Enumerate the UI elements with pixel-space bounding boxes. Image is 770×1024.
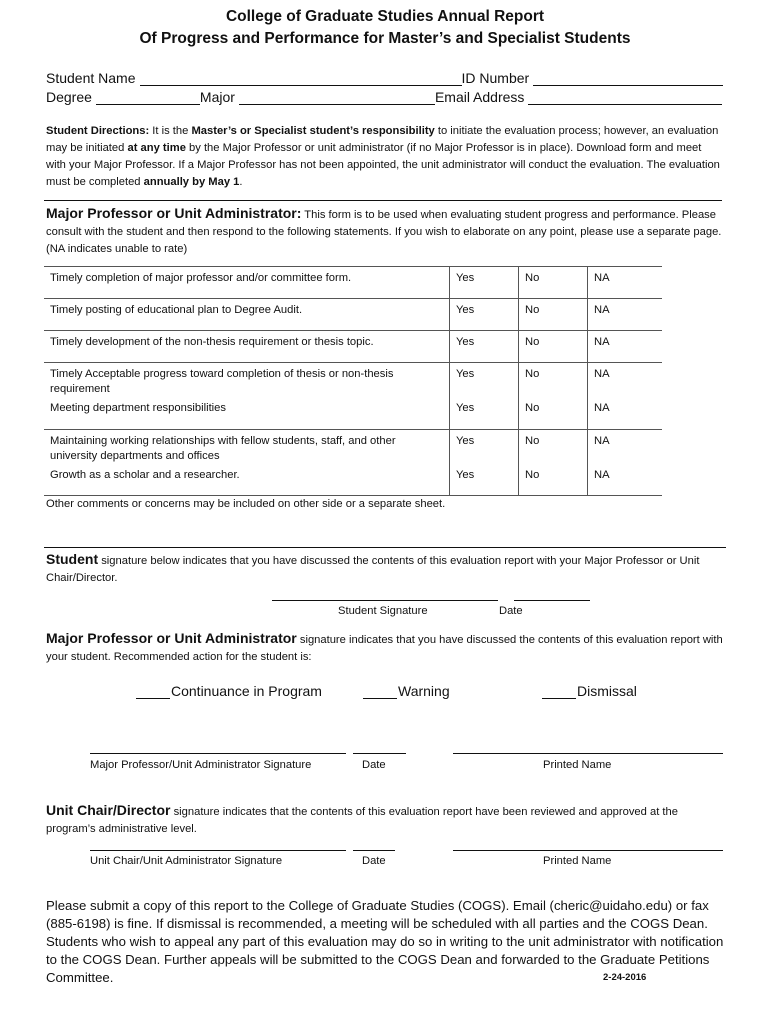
student-signature-line[interactable] <box>272 600 498 601</box>
degree-field[interactable] <box>96 91 200 105</box>
yes-option[interactable]: Yes <box>450 299 519 331</box>
professor-printed-name-line[interactable] <box>453 753 723 754</box>
professor-printed-name-label: Printed Name <box>543 759 612 771</box>
student-name-field[interactable] <box>140 72 462 86</box>
no-option[interactable]: No <box>519 267 588 299</box>
student-name-label: Student Name <box>46 70 136 86</box>
submission-instructions: Please submit a copy of this report to the College of Graduate Studies (COGS). Email (cheric@uidaho.edu) or fax (885-6198) is fine. If dismissal is recommended, a meeting will be scheduled with all parties and the COGS Dean. Students who wish to appeal any part of this evaluation may do so in writing to the unit administrator with notification to the COGS Dean. Further appeals will be submitted to the COGS Dean and forwarded to the Graduate Petitions Committee. <box>46 898 724 985</box>
form-title: College of Graduate Studies Annual Report <box>225 8 545 25</box>
directions-label: Student Directions: <box>46 125 150 137</box>
degree-label: Degree <box>46 89 92 105</box>
id-number-field[interactable] <box>533 72 723 86</box>
yes-option[interactable]: Yes <box>450 464 519 496</box>
professor-heading: Major Professor or Unit Administrator <box>46 630 297 646</box>
professor-date-line[interactable] <box>353 753 406 754</box>
evaluation-statement: Timely posting of educational plan to Degree Audit. <box>44 299 450 331</box>
na-option[interactable]: NA <box>588 363 663 398</box>
na-option[interactable]: NA <box>588 267 663 299</box>
major-field[interactable] <box>239 91 435 105</box>
evaluation-row <box>44 397 662 429</box>
yes-option[interactable]: Yes <box>450 363 519 398</box>
evaluation-row <box>44 363 662 398</box>
evaluation-statement: Timely completion of major professor and/or committee form. <box>44 267 450 299</box>
yes-option[interactable]: Yes <box>450 429 519 464</box>
professor-signature-line[interactable] <box>90 753 346 754</box>
chair-date-line[interactable] <box>353 850 395 851</box>
evaluation-row <box>44 331 662 363</box>
student-date-line[interactable] <box>514 600 590 601</box>
na-option[interactable]: NA <box>588 464 663 496</box>
action-warning[interactable]: Warning <box>363 683 450 699</box>
dismissal-blank[interactable] <box>542 685 576 699</box>
continuance-blank[interactable] <box>136 685 170 699</box>
student-heading: Student <box>46 551 99 567</box>
evaluation-statement: Maintaining working relationships with fellow students, staff, and other university departments and offices <box>44 429 450 464</box>
major-label: Major <box>199 89 235 105</box>
no-option[interactable]: No <box>519 331 588 363</box>
professor-signature-label: Major Professor/Unit Administrator Signature <box>90 759 312 771</box>
major-professor-heading: Major Professor or Unit Administrator: <box>46 205 302 221</box>
no-option[interactable]: No <box>519 429 588 464</box>
evaluation-row <box>44 299 662 331</box>
email-label: Email Address <box>434 89 525 105</box>
id-number-label: ID Number <box>461 70 530 86</box>
evaluation-table <box>44 266 662 496</box>
no-option[interactable]: No <box>519 397 588 429</box>
comments-note: Other comments or concerns may be included on other side or a separate sheet. <box>46 498 446 510</box>
warning-blank[interactable] <box>363 685 397 699</box>
evaluation-statement: Timely Acceptable progress toward completion of thesis or non-thesis requirement <box>44 363 450 398</box>
evaluation-row <box>44 464 662 496</box>
na-option[interactable]: NA <box>588 331 663 363</box>
section-divider <box>44 200 722 201</box>
evaluation-row <box>44 429 662 464</box>
no-option[interactable]: No <box>519 299 588 331</box>
student-info-row-1 <box>46 70 723 86</box>
major-professor-instructions: Major Professor or Unit Administrator: This form is to be used when evaluating student progress and performance. Please consult with the student and then respond to the following statements. If you wish to elaborate on any point, please use a separate page. (NA indicates unable to rate) <box>46 205 722 255</box>
chair-heading: Unit Chair/Director <box>46 802 171 818</box>
form-date-code: 2-24-2016 <box>603 972 647 983</box>
yes-option[interactable]: Yes <box>450 397 519 429</box>
yes-option[interactable]: Yes <box>450 331 519 363</box>
evaluation-statement: Growth as a scholar and a researcher. <box>44 464 450 496</box>
professor-date-label: Date <box>362 759 386 771</box>
chair-printed-name-label: Printed Name <box>543 855 612 867</box>
na-option[interactable]: NA <box>588 429 663 464</box>
na-option[interactable]: NA <box>588 299 663 331</box>
na-option[interactable]: NA <box>588 397 663 429</box>
professor-signature-instructions: Major Professor or Unit Administrator signature indicates that you have discussed the contents of this evaluation report with your student. Recommended action for the student is: <box>46 630 723 663</box>
evaluation-statement: Meeting department responsibilities <box>50 402 226 414</box>
evaluation-statement: Timely development of the non-thesis requirement or thesis topic. <box>44 331 450 363</box>
chair-signature-line[interactable] <box>90 850 346 851</box>
chair-signature-instructions: Unit Chair/Director signature indicates that the contents of this evaluation report have been reviewed and approved at the program’s administrative level. <box>46 802 678 835</box>
action-dismissal[interactable]: Dismissal <box>542 683 637 699</box>
student-directions: Student Directions: It is the Master’s or Specialist student’s responsibility to initiate the evaluation process; however, an evaluation may be initiated at any time by the Major Professor or unit administrator (if no Major Professor is in place). Download form and meet with your Major Professor. If a Major Professor has not been appointed, the unit administrator will conduct the evaluation. The evaluation must be completed annually by May 1. <box>46 125 720 188</box>
chair-printed-name-line[interactable] <box>453 850 723 851</box>
action-continuance[interactable]: Continuance in Program <box>136 683 322 699</box>
chair-date-label: Date <box>362 855 386 867</box>
student-signature-label: Student Signature <box>338 605 428 617</box>
chair-signature-label: Unit Chair/Unit Administrator Signature <box>90 855 283 867</box>
yes-option[interactable]: Yes <box>450 267 519 299</box>
student-date-label: Date <box>499 605 523 617</box>
no-option[interactable]: No <box>519 363 588 398</box>
email-field[interactable] <box>528 91 722 105</box>
student-signature-instructions: Student signature below indicates that you have discussed the contents of this evaluation report with your Major Professor or Unit Chair/Director. <box>46 551 700 584</box>
student-info-row-2 <box>46 89 722 105</box>
no-option[interactable]: No <box>519 464 588 496</box>
form-subtitle: Of Progress and Performance for Master’s and Specialist Students <box>139 30 631 47</box>
evaluation-row <box>44 267 662 299</box>
section-divider <box>44 547 726 548</box>
